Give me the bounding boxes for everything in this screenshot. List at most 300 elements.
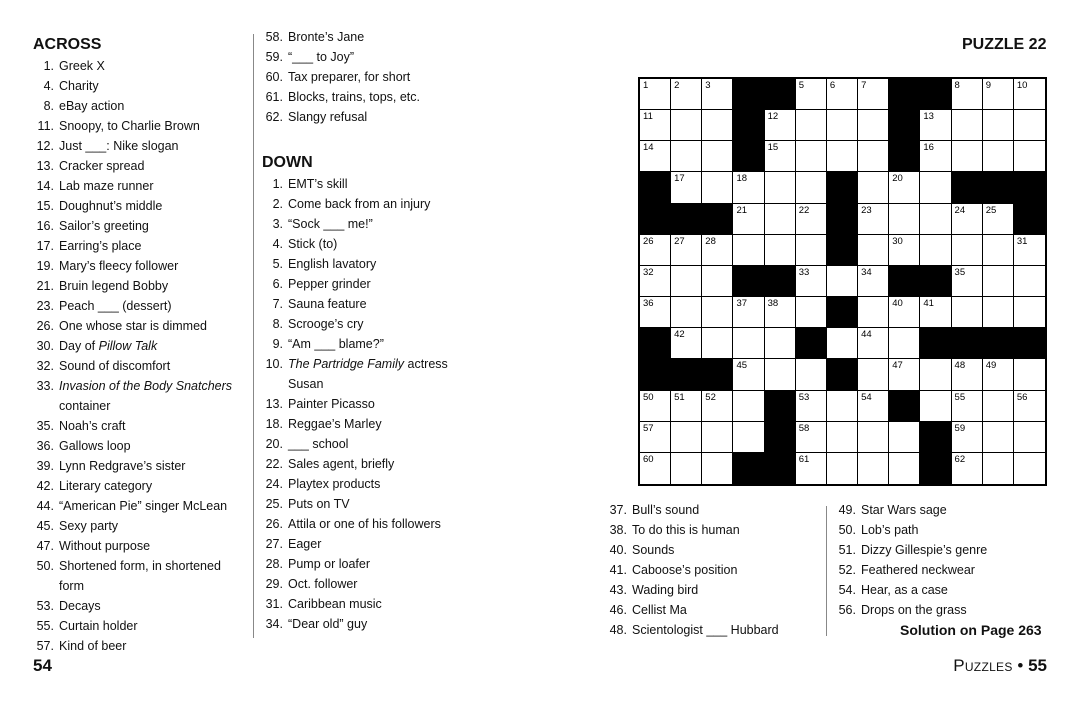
clue-text: Caboose’s position <box>632 563 738 577</box>
clue-item <box>33 456 248 476</box>
grid-cell[interactable] <box>920 391 951 422</box>
clue-number: 44. <box>36 499 54 513</box>
grid-cell[interactable] <box>671 141 702 172</box>
grid-block <box>920 328 951 359</box>
grid-cell[interactable] <box>983 79 1014 110</box>
cell-number: 62 <box>954 453 966 465</box>
clue-number: 32. <box>36 359 54 373</box>
grid-cell[interactable] <box>983 110 1014 141</box>
grid-cell[interactable] <box>889 204 920 235</box>
grid-cell[interactable] <box>640 297 671 328</box>
grid-cell[interactable] <box>983 141 1014 172</box>
clue-item <box>262 334 462 354</box>
right-page-number: 55 <box>1028 656 1047 675</box>
clue-number: 14. <box>36 179 54 193</box>
cell-number: 58 <box>798 422 810 434</box>
clue-text: Stick (to) <box>288 237 338 251</box>
grid-cell[interactable] <box>1014 453 1045 484</box>
grid-cell[interactable] <box>858 422 889 453</box>
clue-text: Lob’s path <box>861 523 919 537</box>
clue-text: Invasion of the Body Snatchers <box>59 379 233 393</box>
grid-cell[interactable] <box>1014 141 1045 172</box>
clue-text: “American Pie” singer McLean <box>59 499 228 513</box>
grid-cell[interactable] <box>889 453 920 484</box>
clue-number: 3. <box>272 217 283 231</box>
clue-number: 6. <box>272 277 283 291</box>
grid-cell[interactable] <box>671 453 702 484</box>
grid-cell[interactable] <box>858 359 889 390</box>
clue-text: Bruin legend Bobby <box>59 279 169 293</box>
clue-text: ___ school <box>288 437 349 451</box>
grid-cell[interactable] <box>796 453 827 484</box>
grid-cell[interactable] <box>671 422 702 453</box>
cell-number: 10 <box>1016 80 1028 91</box>
cell-number: 27 <box>674 235 685 247</box>
clue-item <box>262 214 462 234</box>
clue-text: Feathered neckwear <box>861 563 975 577</box>
clue-number: 31. <box>265 597 283 611</box>
cell-number: 51 <box>674 391 685 403</box>
clue-item <box>33 636 248 656</box>
clue-number: 23. <box>36 299 54 313</box>
grid-cell[interactable] <box>952 297 983 328</box>
clue-number: 50. <box>838 523 856 537</box>
clue-text: Snoopy, to Charlie Brown <box>59 119 200 133</box>
clue-text: Caribbean music <box>288 597 382 611</box>
grid-cell[interactable] <box>827 110 858 141</box>
grid-cell[interactable] <box>671 79 702 110</box>
grid-cell[interactable] <box>796 266 827 297</box>
grid-cell[interactable] <box>858 266 889 297</box>
grid-cell[interactable] <box>796 204 827 235</box>
clue-text: Scrooge’s cry <box>288 317 364 331</box>
cell-number: 7 <box>861 80 867 91</box>
grid-cell[interactable] <box>920 141 951 172</box>
grid-block <box>733 266 764 297</box>
clue-item <box>835 600 1045 620</box>
clue-number: 16. <box>36 219 54 233</box>
clue-text: Greek X <box>59 59 105 73</box>
footer-bullet: • <box>1017 656 1024 675</box>
grid-cell[interactable] <box>1014 297 1045 328</box>
grid-cell[interactable] <box>983 391 1014 422</box>
grid-cell[interactable] <box>858 110 889 141</box>
grid-cell[interactable] <box>827 422 858 453</box>
grid-cell[interactable] <box>671 235 702 266</box>
grid-cell[interactable] <box>920 235 951 266</box>
grid-cell[interactable] <box>733 422 764 453</box>
grid-cell[interactable] <box>796 235 827 266</box>
grid-cell[interactable] <box>858 79 889 110</box>
grid-cell[interactable] <box>640 235 671 266</box>
grid-block <box>765 422 796 453</box>
grid-block <box>1014 204 1045 235</box>
clue-item <box>835 500 1045 520</box>
grid-cell[interactable] <box>889 172 920 203</box>
grid-cell[interactable] <box>765 359 796 390</box>
grid-cell[interactable] <box>952 141 983 172</box>
grid-cell[interactable] <box>952 110 983 141</box>
cell-number: 49 <box>985 360 997 372</box>
clue-text: Susan <box>288 377 324 391</box>
clue-text: Peach ___ (dessert) <box>59 299 172 313</box>
clue-number: 43. <box>609 583 627 597</box>
clue-text: Sailor’s greeting <box>59 219 149 233</box>
clue-text: Curtain holder <box>59 619 138 633</box>
grid-cell[interactable] <box>983 204 1014 235</box>
clue-text: “___ to Joy” <box>288 50 355 64</box>
grid-cell[interactable] <box>733 328 764 359</box>
grid-cell[interactable] <box>796 422 827 453</box>
clue-number: 4. <box>43 79 54 93</box>
grid-cell[interactable] <box>952 391 983 422</box>
grid-cell[interactable] <box>733 359 764 390</box>
grid-cell[interactable] <box>733 204 764 235</box>
clue-text: Reggae’s Marley <box>288 417 382 431</box>
clue-number: 9. <box>272 337 283 351</box>
grid-cell[interactable] <box>702 79 733 110</box>
cell-number: 50 <box>643 391 654 403</box>
grid-cell[interactable] <box>1014 359 1045 390</box>
cell-number: 34 <box>861 266 872 278</box>
grid-cell[interactable] <box>671 266 702 297</box>
cell-number: 12 <box>767 111 779 123</box>
grid-block <box>765 79 796 110</box>
grid-cell[interactable] <box>858 141 889 172</box>
clue-number: 15. <box>36 199 54 213</box>
clue-item <box>33 76 248 96</box>
clue-number <box>33 396 59 416</box>
grid-cell[interactable] <box>827 141 858 172</box>
clue-number: 50. <box>36 559 54 573</box>
clue-number: 18. <box>265 417 283 431</box>
grid-cell[interactable] <box>920 359 951 390</box>
clue-item <box>33 356 248 376</box>
grid-cell[interactable] <box>796 297 827 328</box>
clue-item <box>33 496 248 516</box>
grid-cell[interactable] <box>765 110 796 141</box>
clue-item <box>262 234 462 254</box>
grid-cell[interactable] <box>640 422 671 453</box>
grid-block <box>827 297 858 328</box>
clue-number: 45. <box>36 519 54 533</box>
grid-cell[interactable] <box>796 391 827 422</box>
clue-number: 22. <box>265 457 283 471</box>
clue-text: Sound of discomfort <box>59 359 171 373</box>
cell-number: 23 <box>861 204 872 216</box>
clue-item <box>606 500 821 520</box>
grid-cell[interactable] <box>889 297 920 328</box>
cell-number: 16 <box>923 142 934 154</box>
clue-text: Painter Picasso <box>288 397 375 411</box>
down-clue-list <box>262 174 462 634</box>
grid-cell[interactable] <box>733 235 764 266</box>
clue-text: “Am ___ blame?” <box>288 337 384 351</box>
grid-cell[interactable] <box>920 204 951 235</box>
clue-number: 30. <box>36 339 54 353</box>
grid-cell[interactable] <box>1014 79 1045 110</box>
clue-item <box>606 600 821 620</box>
clue-number: 37. <box>609 503 627 517</box>
cell-number: 29 <box>829 235 841 247</box>
grid-cell[interactable] <box>671 391 702 422</box>
grid-cell[interactable] <box>702 110 733 141</box>
grid-block <box>920 266 951 297</box>
grid-cell[interactable] <box>796 79 827 110</box>
clue-text: Lab maze runner <box>59 179 154 193</box>
grid-cell[interactable] <box>827 328 858 359</box>
clue-number: 12. <box>36 139 54 153</box>
grid-cell[interactable] <box>858 172 889 203</box>
clue-text: Bull’s sound <box>632 503 700 517</box>
clue-item <box>262 67 462 87</box>
grid-cell[interactable] <box>765 204 796 235</box>
grid-cell[interactable] <box>640 266 671 297</box>
clue-item <box>33 96 248 116</box>
clue-number: 34. <box>265 617 283 631</box>
grid-cell[interactable] <box>671 328 702 359</box>
clue-number: 20. <box>265 437 283 451</box>
grid-cell[interactable] <box>671 172 702 203</box>
clue-number: 46. <box>609 603 627 617</box>
clue-number: 1. <box>272 177 283 191</box>
grid-cell[interactable] <box>858 297 889 328</box>
grid-cell[interactable] <box>765 172 796 203</box>
clue-item <box>33 376 248 396</box>
grid-cell[interactable] <box>920 297 951 328</box>
clue-item <box>262 294 462 314</box>
grid-cell[interactable] <box>952 235 983 266</box>
clue-text: Scientologist ___ Hubbard <box>632 623 779 637</box>
clue-number: 58. <box>265 30 283 44</box>
grid-cell[interactable] <box>702 266 733 297</box>
cell-number: 40 <box>892 298 903 310</box>
grid-cell[interactable] <box>983 422 1014 453</box>
clue-item <box>262 494 462 514</box>
clue-text: Wading bird <box>632 583 699 597</box>
clue-item <box>33 176 248 196</box>
clue-item <box>262 514 462 534</box>
grid-cell[interactable] <box>827 266 858 297</box>
grid-cell[interactable] <box>952 359 983 390</box>
clue-item <box>606 580 821 600</box>
grid-cell[interactable] <box>889 422 920 453</box>
cell-number: 24 <box>954 204 966 216</box>
cell-number: 13 <box>923 111 934 123</box>
grid-cell[interactable] <box>796 172 827 203</box>
clue-item <box>262 394 462 414</box>
cell-number: 21 <box>736 204 748 216</box>
grid-cell[interactable] <box>952 422 983 453</box>
clue-item <box>262 314 462 334</box>
clue-item <box>262 194 462 214</box>
clue-text: container <box>59 399 111 413</box>
clue-text: Slangy refusal <box>288 110 368 124</box>
cell-number: 22 <box>798 204 810 216</box>
grid-cell[interactable] <box>702 141 733 172</box>
grid-cell[interactable] <box>796 110 827 141</box>
grid-cell[interactable] <box>1014 391 1045 422</box>
grid-block <box>920 453 951 484</box>
grid-cell[interactable] <box>1014 110 1045 141</box>
grid-cell[interactable] <box>920 172 951 203</box>
grid-cell[interactable] <box>983 359 1014 390</box>
cell-number: 15 <box>767 142 779 154</box>
grid-cell[interactable] <box>952 79 983 110</box>
clue-item <box>262 107 462 127</box>
grid-cell[interactable] <box>765 297 796 328</box>
grid-cell[interactable] <box>702 172 733 203</box>
grid-cell[interactable] <box>952 266 983 297</box>
clue-number: 4. <box>272 237 283 251</box>
cell-number: 43 <box>798 329 810 341</box>
clue-item <box>33 556 248 596</box>
grid-block <box>733 79 764 110</box>
grid-cell[interactable] <box>733 391 764 422</box>
cell-number: 47 <box>892 360 903 372</box>
grid-block <box>733 110 764 141</box>
grid-cell[interactable] <box>702 297 733 328</box>
grid-cell[interactable] <box>1014 235 1045 266</box>
clue-item <box>262 454 462 474</box>
grid-cell[interactable] <box>671 297 702 328</box>
grid-cell[interactable] <box>920 110 951 141</box>
cell-number: 61 <box>798 453 810 465</box>
grid-cell[interactable] <box>858 328 889 359</box>
grid-cell[interactable] <box>796 359 827 390</box>
clue-item <box>33 116 248 136</box>
grid-cell[interactable] <box>983 266 1014 297</box>
clue-text: Lynn Redgrave’s sister <box>59 459 186 473</box>
clue-item <box>33 316 248 336</box>
grid-cell[interactable] <box>640 453 671 484</box>
grid-cell[interactable] <box>952 453 983 484</box>
clue-item <box>262 434 462 454</box>
clue-number: 59. <box>265 50 283 64</box>
clue-item <box>262 474 462 494</box>
cell-number: 20 <box>892 173 903 185</box>
grid-cell[interactable] <box>858 391 889 422</box>
grid-cell[interactable] <box>702 422 733 453</box>
clue-text: “Dear old” guy <box>288 617 368 631</box>
clue-text: Pump or loafer <box>288 557 370 571</box>
grid-cell[interactable] <box>889 359 920 390</box>
clue-text: Bronte’s Jane <box>288 30 365 44</box>
clue-text: Hear, as a case <box>861 583 948 597</box>
cell-number: 41 <box>923 298 934 310</box>
clue-number: 56. <box>838 603 856 617</box>
puzzle-title: PUZZLE 22 <box>962 36 1047 53</box>
grid-cell[interactable] <box>640 110 671 141</box>
clue-text: Tax preparer, for short <box>288 70 411 84</box>
clue-text: Sounds <box>632 543 675 557</box>
grid-block <box>889 266 920 297</box>
grid-cell[interactable] <box>983 453 1014 484</box>
clue-number: 41. <box>609 563 627 577</box>
grid-cell[interactable] <box>702 235 733 266</box>
clue-text: Earring’s place <box>59 239 142 253</box>
cell-number: 46 <box>829 360 841 372</box>
cell-number: 14 <box>643 142 654 154</box>
clue-item <box>262 554 462 574</box>
grid-block <box>952 172 983 203</box>
grid-cell[interactable] <box>827 453 858 484</box>
grid-cell[interactable] <box>952 204 983 235</box>
clue-text: Noah’s craft <box>59 419 126 433</box>
clue-number: 1. <box>43 59 54 73</box>
clue-text: To do this is human <box>632 523 740 537</box>
clue-number: 27. <box>265 537 283 551</box>
grid-cell[interactable] <box>765 141 796 172</box>
grid-cell[interactable] <box>702 391 733 422</box>
grid-cell[interactable] <box>1014 266 1045 297</box>
grid-cell[interactable] <box>733 172 764 203</box>
grid-cell[interactable] <box>889 328 920 359</box>
clue-text: Without purpose <box>59 539 151 553</box>
grid-block <box>733 453 764 484</box>
grid-cell[interactable] <box>640 79 671 110</box>
grid-block <box>765 266 796 297</box>
grid-cell[interactable] <box>640 141 671 172</box>
grid-cell[interactable] <box>858 453 889 484</box>
grid-cell[interactable] <box>858 235 889 266</box>
grid-cell[interactable] <box>796 141 827 172</box>
clue-number: 19. <box>36 259 54 273</box>
clue-number: 40. <box>609 543 627 557</box>
grid-cell[interactable] <box>765 235 796 266</box>
clue-number: 53. <box>36 599 54 613</box>
cell-number: 8 <box>954 80 960 91</box>
grid-cell[interactable] <box>827 391 858 422</box>
grid-cell[interactable] <box>640 391 671 422</box>
clue-number: 11. <box>37 119 54 133</box>
grid-cell[interactable] <box>733 297 764 328</box>
clue-item <box>262 47 462 67</box>
cell-number: 42 <box>674 329 685 341</box>
cell-number: 30 <box>892 235 903 247</box>
grid-cell[interactable] <box>671 110 702 141</box>
clue-text: Cellist Ma <box>632 603 687 617</box>
grid-cell[interactable] <box>983 235 1014 266</box>
grid-cell[interactable] <box>702 328 733 359</box>
cell-number: 4 <box>767 80 773 91</box>
grid-cell[interactable] <box>858 204 889 235</box>
grid-cell[interactable] <box>1014 422 1045 453</box>
clue-number <box>262 374 288 394</box>
grid-cell[interactable] <box>702 453 733 484</box>
clue-text: Gallows loop <box>59 439 131 453</box>
clue-number: 52. <box>838 563 856 577</box>
clue-text: Doughnut’s middle <box>59 199 163 213</box>
clue-number: 13. <box>265 397 283 411</box>
grid-cell[interactable] <box>765 328 796 359</box>
clue-number: 7. <box>272 297 283 311</box>
clue-number: 39. <box>36 459 54 473</box>
grid-cell[interactable] <box>983 297 1014 328</box>
grid-block <box>640 204 671 235</box>
cell-number: 9 <box>985 80 991 91</box>
clue-text: EMT’s skill <box>288 177 348 191</box>
clue-item <box>606 620 821 640</box>
cell-number: 32 <box>643 266 654 278</box>
down-heading: DOWN <box>262 154 313 171</box>
grid-cell[interactable] <box>889 235 920 266</box>
clue-number: 55. <box>36 619 54 633</box>
clue-text: Puts on TV <box>288 497 350 511</box>
right-page-footer <box>953 656 1047 676</box>
clue-item <box>33 396 248 416</box>
grid-cell[interactable] <box>827 79 858 110</box>
